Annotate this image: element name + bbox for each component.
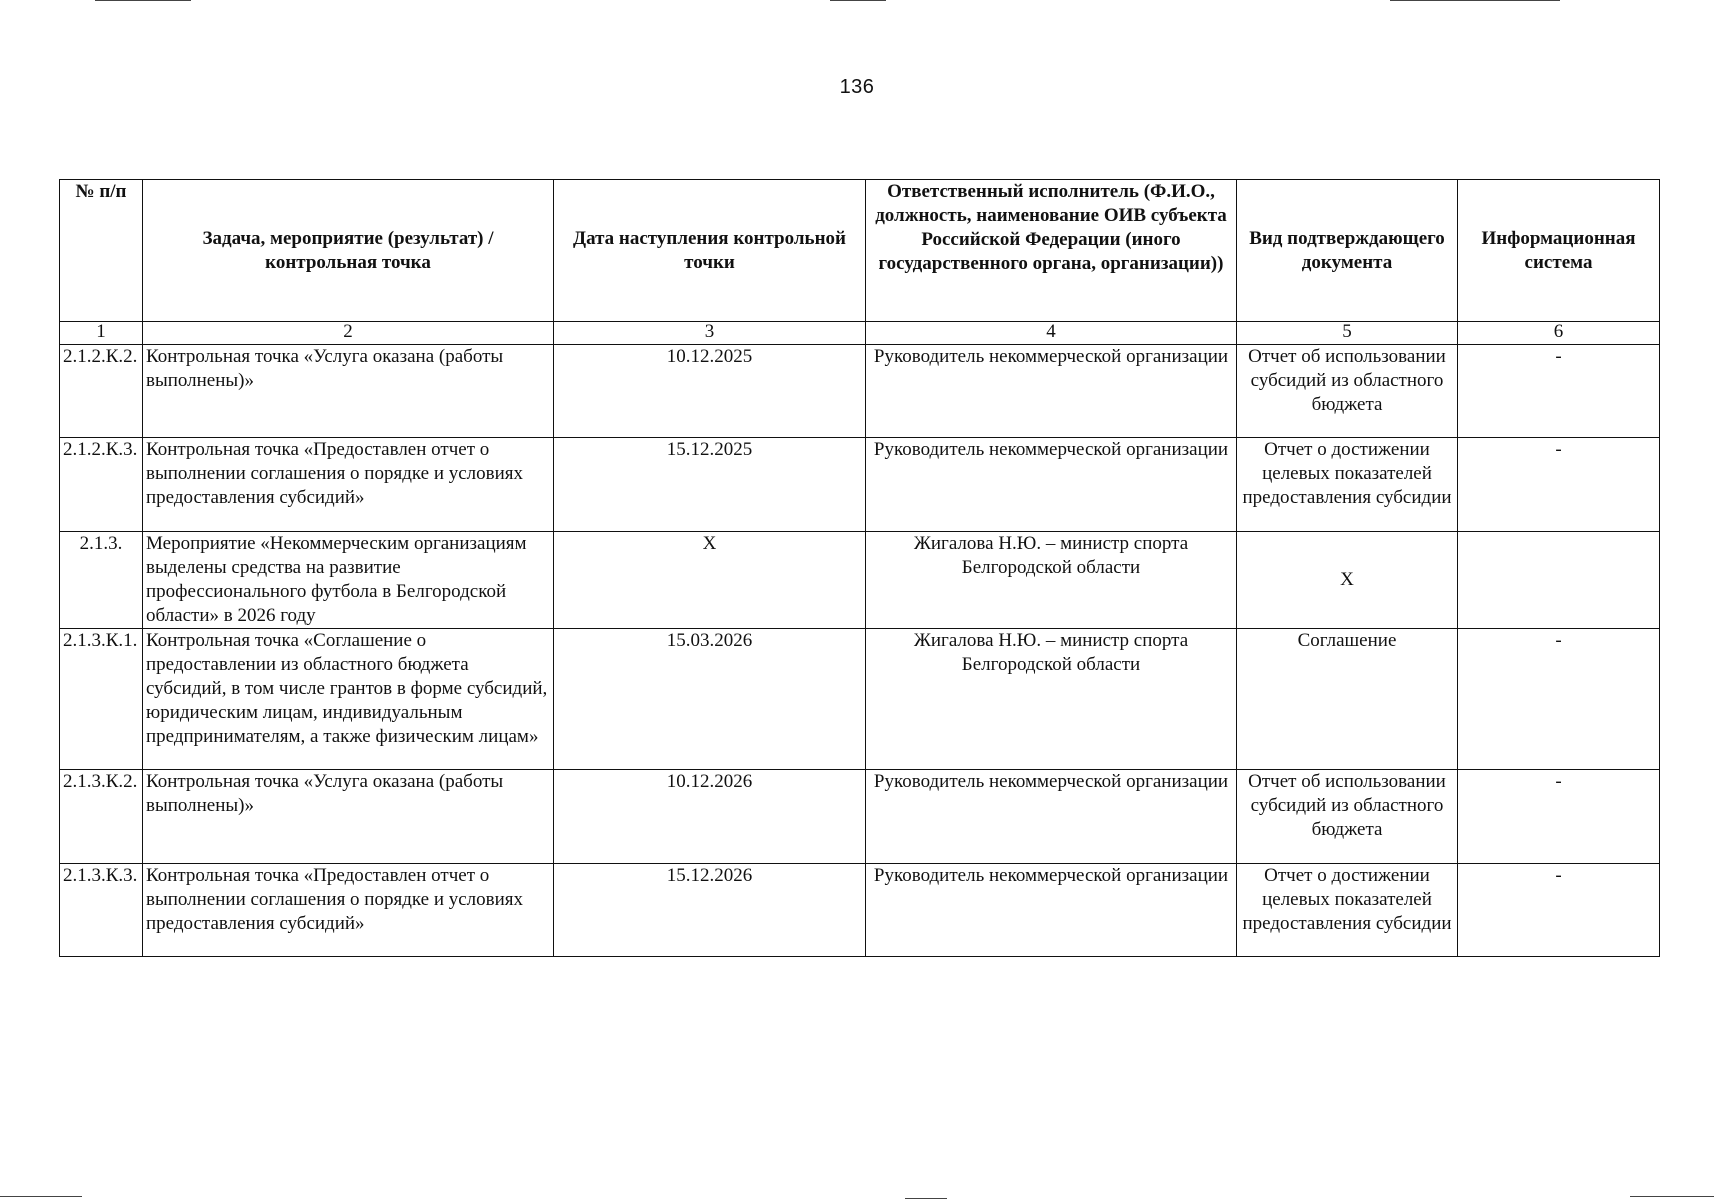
row-task: Контрольная точка «Услуга оказана (работы выполнены)» bbox=[143, 770, 554, 864]
column-number: 5 bbox=[1237, 322, 1458, 345]
row-date: 15.12.2026 bbox=[554, 864, 866, 957]
page-number: 136 bbox=[839, 76, 875, 98]
column-number: 3 bbox=[554, 322, 866, 345]
row-system bbox=[1458, 532, 1660, 629]
table-row bbox=[60, 864, 1660, 957]
scan-edge-line bbox=[1390, 0, 1560, 1]
row-system: - bbox=[1458, 864, 1660, 957]
row-task: Мероприятие «Некоммерческим организациям выделены средства на развитие профессионального футбола в Белгородской области» в 2026 году bbox=[143, 532, 554, 629]
row-date: 15.12.2025 bbox=[554, 438, 866, 532]
header-system: Информационная система bbox=[1458, 180, 1660, 322]
scan-edge-line bbox=[95, 0, 191, 1]
row-num: 2.1.2.К.2. bbox=[60, 345, 143, 438]
row-date: 10.12.2025 bbox=[554, 345, 866, 438]
row-document: Х bbox=[1237, 532, 1458, 629]
header-document: Вид подтверждающего документа bbox=[1237, 180, 1458, 322]
table-row bbox=[60, 532, 1660, 629]
column-number: 4 bbox=[866, 322, 1237, 345]
row-task: Контрольная точка «Предоставлен отчет о выполнении соглашения о порядке и условиях предоставления субсидий» bbox=[143, 864, 554, 957]
row-num: 2.1.3.К.3. bbox=[60, 864, 143, 957]
column-number: 2 bbox=[143, 322, 554, 345]
row-responsible: Руководитель некоммерческой организации bbox=[866, 345, 1237, 438]
row-responsible: Руководитель некоммерческой организации bbox=[866, 770, 1237, 864]
scan-edge-line bbox=[830, 0, 886, 1]
header-responsible: Ответственный исполнитель (Ф.И.О., должность, наименование ОИВ субъекта Российской Федерации (иного государственного органа, организации)) bbox=[866, 180, 1237, 322]
row-date: 15.03.2026 bbox=[554, 629, 866, 770]
row-system: - bbox=[1458, 770, 1660, 864]
table-row bbox=[60, 770, 1660, 864]
column-number: 1 bbox=[60, 322, 143, 345]
row-document: Отчет о достижении целевых показателей предоставления субсидии bbox=[1237, 864, 1458, 957]
row-num: 2.1.3.К.2. bbox=[60, 770, 143, 864]
row-task: Контрольная точка «Соглашение о предоставлении из областного бюджета субсидий, в том числе грантов в форме субсидий, юридическим лицам, индивидуальным предпринимателям, а также физическим лицам» bbox=[143, 629, 554, 770]
scan-edge-line bbox=[905, 1198, 947, 1199]
row-date: 10.12.2026 bbox=[554, 770, 866, 864]
row-task: Контрольная точка «Предоставлен отчет о выполнении соглашения о порядке и условиях предоставления субсидий» bbox=[143, 438, 554, 532]
scan-edge-line bbox=[0, 1196, 82, 1197]
header-date: Дата наступления контрольной точки bbox=[554, 180, 866, 322]
row-task: Контрольная точка «Услуга оказана (работы выполнены)» bbox=[143, 345, 554, 438]
row-document: Отчет об использовании субсидий из областного бюджета bbox=[1237, 770, 1458, 864]
row-responsible: Жигалова Н.Ю. – министр спорта Белгородской области bbox=[866, 629, 1237, 770]
header-num: № п/п bbox=[60, 180, 143, 322]
row-date: Х bbox=[554, 532, 866, 629]
row-responsible: Руководитель некоммерческой организации bbox=[866, 864, 1237, 957]
column-number: 6 bbox=[1458, 322, 1660, 345]
row-document: Отчет об использовании субсидий из областного бюджета bbox=[1237, 345, 1458, 438]
row-system: - bbox=[1458, 345, 1660, 438]
header-row bbox=[60, 180, 1660, 322]
row-responsible: Руководитель некоммерческой организации bbox=[866, 438, 1237, 532]
table-row bbox=[60, 345, 1660, 438]
row-document: Соглашение bbox=[1237, 629, 1458, 770]
row-responsible: Жигалова Н.Ю. – министр спорта Белгородской области bbox=[866, 532, 1237, 629]
row-system: - bbox=[1458, 629, 1660, 770]
row-system: - bbox=[1458, 438, 1660, 532]
row-num: 2.1.3. bbox=[60, 532, 143, 629]
row-document: Отчет о достижении целевых показателей предоставления субсидии bbox=[1237, 438, 1458, 532]
column-number-row bbox=[60, 322, 1660, 345]
row-num: 2.1.3.К.1. bbox=[60, 629, 143, 770]
control-points-table bbox=[59, 179, 1660, 957]
table-row bbox=[60, 629, 1660, 770]
header-task: Задача, мероприятие (результат) / контрольная точка bbox=[143, 180, 554, 322]
row-num: 2.1.2.К.3. bbox=[60, 438, 143, 532]
table-row bbox=[60, 438, 1660, 532]
scan-edge-line bbox=[1630, 1196, 1714, 1197]
